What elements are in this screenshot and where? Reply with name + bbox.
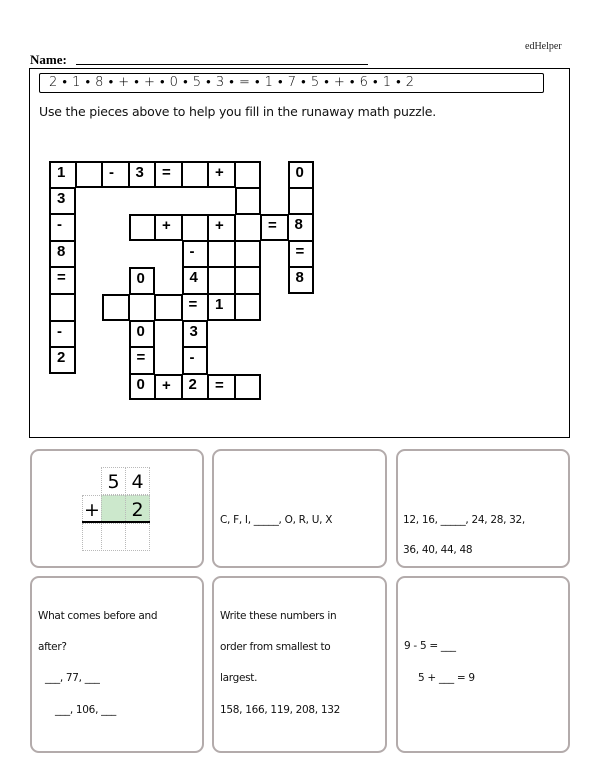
- addition-bottom-ones: 2: [125, 495, 150, 523]
- puzzle-blank-cell[interactable]: [235, 294, 262, 321]
- before-after-line2: after?: [38, 641, 67, 653]
- puzzle-cell: =: [288, 241, 315, 268]
- ordering-line2: order from smallest to: [220, 641, 331, 653]
- before-after-line1: What comes before and: [38, 610, 158, 622]
- puzzle-blank-cell[interactable]: [129, 294, 156, 321]
- card-fact-family: [396, 576, 570, 753]
- puzzle-blank-cell[interactable]: [49, 294, 76, 321]
- puzzle-cell: 0: [129, 374, 156, 401]
- puzzle-blank-cell[interactable]: [235, 267, 262, 294]
- puzzle-cell: +: [208, 161, 235, 188]
- puzzle-cell: 2: [182, 374, 209, 401]
- before-after-line4: ___, 106, ___: [55, 704, 116, 716]
- puzzle-cell: +: [155, 374, 182, 401]
- puzzle-cell: 8: [288, 267, 315, 294]
- addition-top-ones: 4: [125, 467, 150, 495]
- puzzle-cell: +: [155, 214, 182, 241]
- name-label: Name:: [30, 52, 67, 67]
- ordering-line1: Write these numbers in: [220, 610, 337, 622]
- puzzle-blank-cell[interactable]: [102, 294, 129, 321]
- answer-tens[interactable]: [101, 523, 126, 551]
- puzzle-blank-cell[interactable]: [235, 188, 262, 215]
- puzzle-cell: =: [182, 294, 209, 321]
- letter-pattern-text: C, F, I, _____, O, R, U, X: [220, 514, 333, 526]
- instructions: Use the pieces above to help you fill in the runaway math puzzle.: [39, 104, 437, 119]
- pieces-bank: 2 • 1 • 8 • + • + • 0 • 5 • 3 • = • 1 • 7 • 5 • + • 6 • 1 • 2: [39, 73, 544, 93]
- answer-hundreds[interactable]: [82, 523, 102, 551]
- puzzle-cell: 2: [49, 347, 76, 374]
- puzzle-cell: =: [49, 267, 76, 294]
- fact-family-line2: 5 + ___ = 9: [418, 672, 475, 684]
- puzzle-blank-cell[interactable]: [208, 267, 235, 294]
- puzzle-blank-cell[interactable]: [182, 161, 209, 188]
- card-letter-pattern: [212, 449, 387, 568]
- skip-count-line2: 36, 40, 44, 48: [403, 544, 473, 556]
- puzzle-cell: =: [155, 161, 182, 188]
- puzzle-cell: -: [182, 347, 209, 374]
- puzzle-cell: 0: [129, 267, 156, 294]
- puzzle-blank-cell[interactable]: [155, 294, 182, 321]
- puzzle-cell: =: [129, 347, 156, 374]
- addition-top-tens: 5: [101, 467, 126, 495]
- addition-operator: +: [82, 495, 102, 523]
- puzzle-cell: 8: [49, 241, 76, 268]
- puzzle-blank-cell[interactable]: [208, 241, 235, 268]
- fact-family-line1: 9 - 5 = ___: [404, 640, 456, 652]
- card-ordering: [212, 576, 387, 753]
- puzzle-blank-cell[interactable]: [288, 188, 315, 215]
- ordering-line3: largest.: [220, 672, 258, 684]
- puzzle-blank-cell[interactable]: [235, 374, 262, 401]
- puzzle-cell: 8: [288, 214, 315, 241]
- card-before-after: [30, 576, 204, 753]
- before-after-line3: ___, 77, ___: [45, 672, 100, 684]
- brand-label: edHelper: [525, 41, 562, 52]
- puzzle-cell: 3: [182, 321, 209, 348]
- puzzle-blank-cell[interactable]: [129, 214, 156, 241]
- puzzle-cell: 0: [129, 321, 156, 348]
- puzzle-blank-cell[interactable]: [76, 161, 103, 188]
- name-input-line[interactable]: [76, 64, 368, 65]
- puzzle-cell: +: [208, 214, 235, 241]
- ordering-line4: 158, 166, 119, 208, 132: [220, 704, 341, 716]
- puzzle-cell: 3: [129, 161, 156, 188]
- puzzle-blank-cell[interactable]: [182, 214, 209, 241]
- puzzle-blank-cell[interactable]: [235, 241, 262, 268]
- puzzle-cell: 1: [208, 294, 235, 321]
- puzzle-cell: 4: [182, 267, 209, 294]
- answer-ones[interactable]: [125, 523, 150, 551]
- puzzle-cell: -: [182, 241, 209, 268]
- addition-bottom-tens: [101, 495, 126, 523]
- puzzle-blank-cell[interactable]: [235, 214, 262, 241]
- puzzle-cell: =: [208, 374, 235, 401]
- puzzle-cell: 3: [49, 188, 76, 215]
- skip-count-line1: 12, 16, _____, 24, 28, 32,: [403, 514, 525, 526]
- puzzle-cell: =: [261, 214, 288, 241]
- puzzle-cell: -: [49, 214, 76, 241]
- puzzle-cell: -: [49, 321, 76, 348]
- puzzle-cell: 1: [49, 161, 76, 188]
- puzzle-cell: -: [102, 161, 129, 188]
- puzzle-cell: 0: [288, 161, 315, 188]
- puzzle-blank-cell[interactable]: [235, 161, 262, 188]
